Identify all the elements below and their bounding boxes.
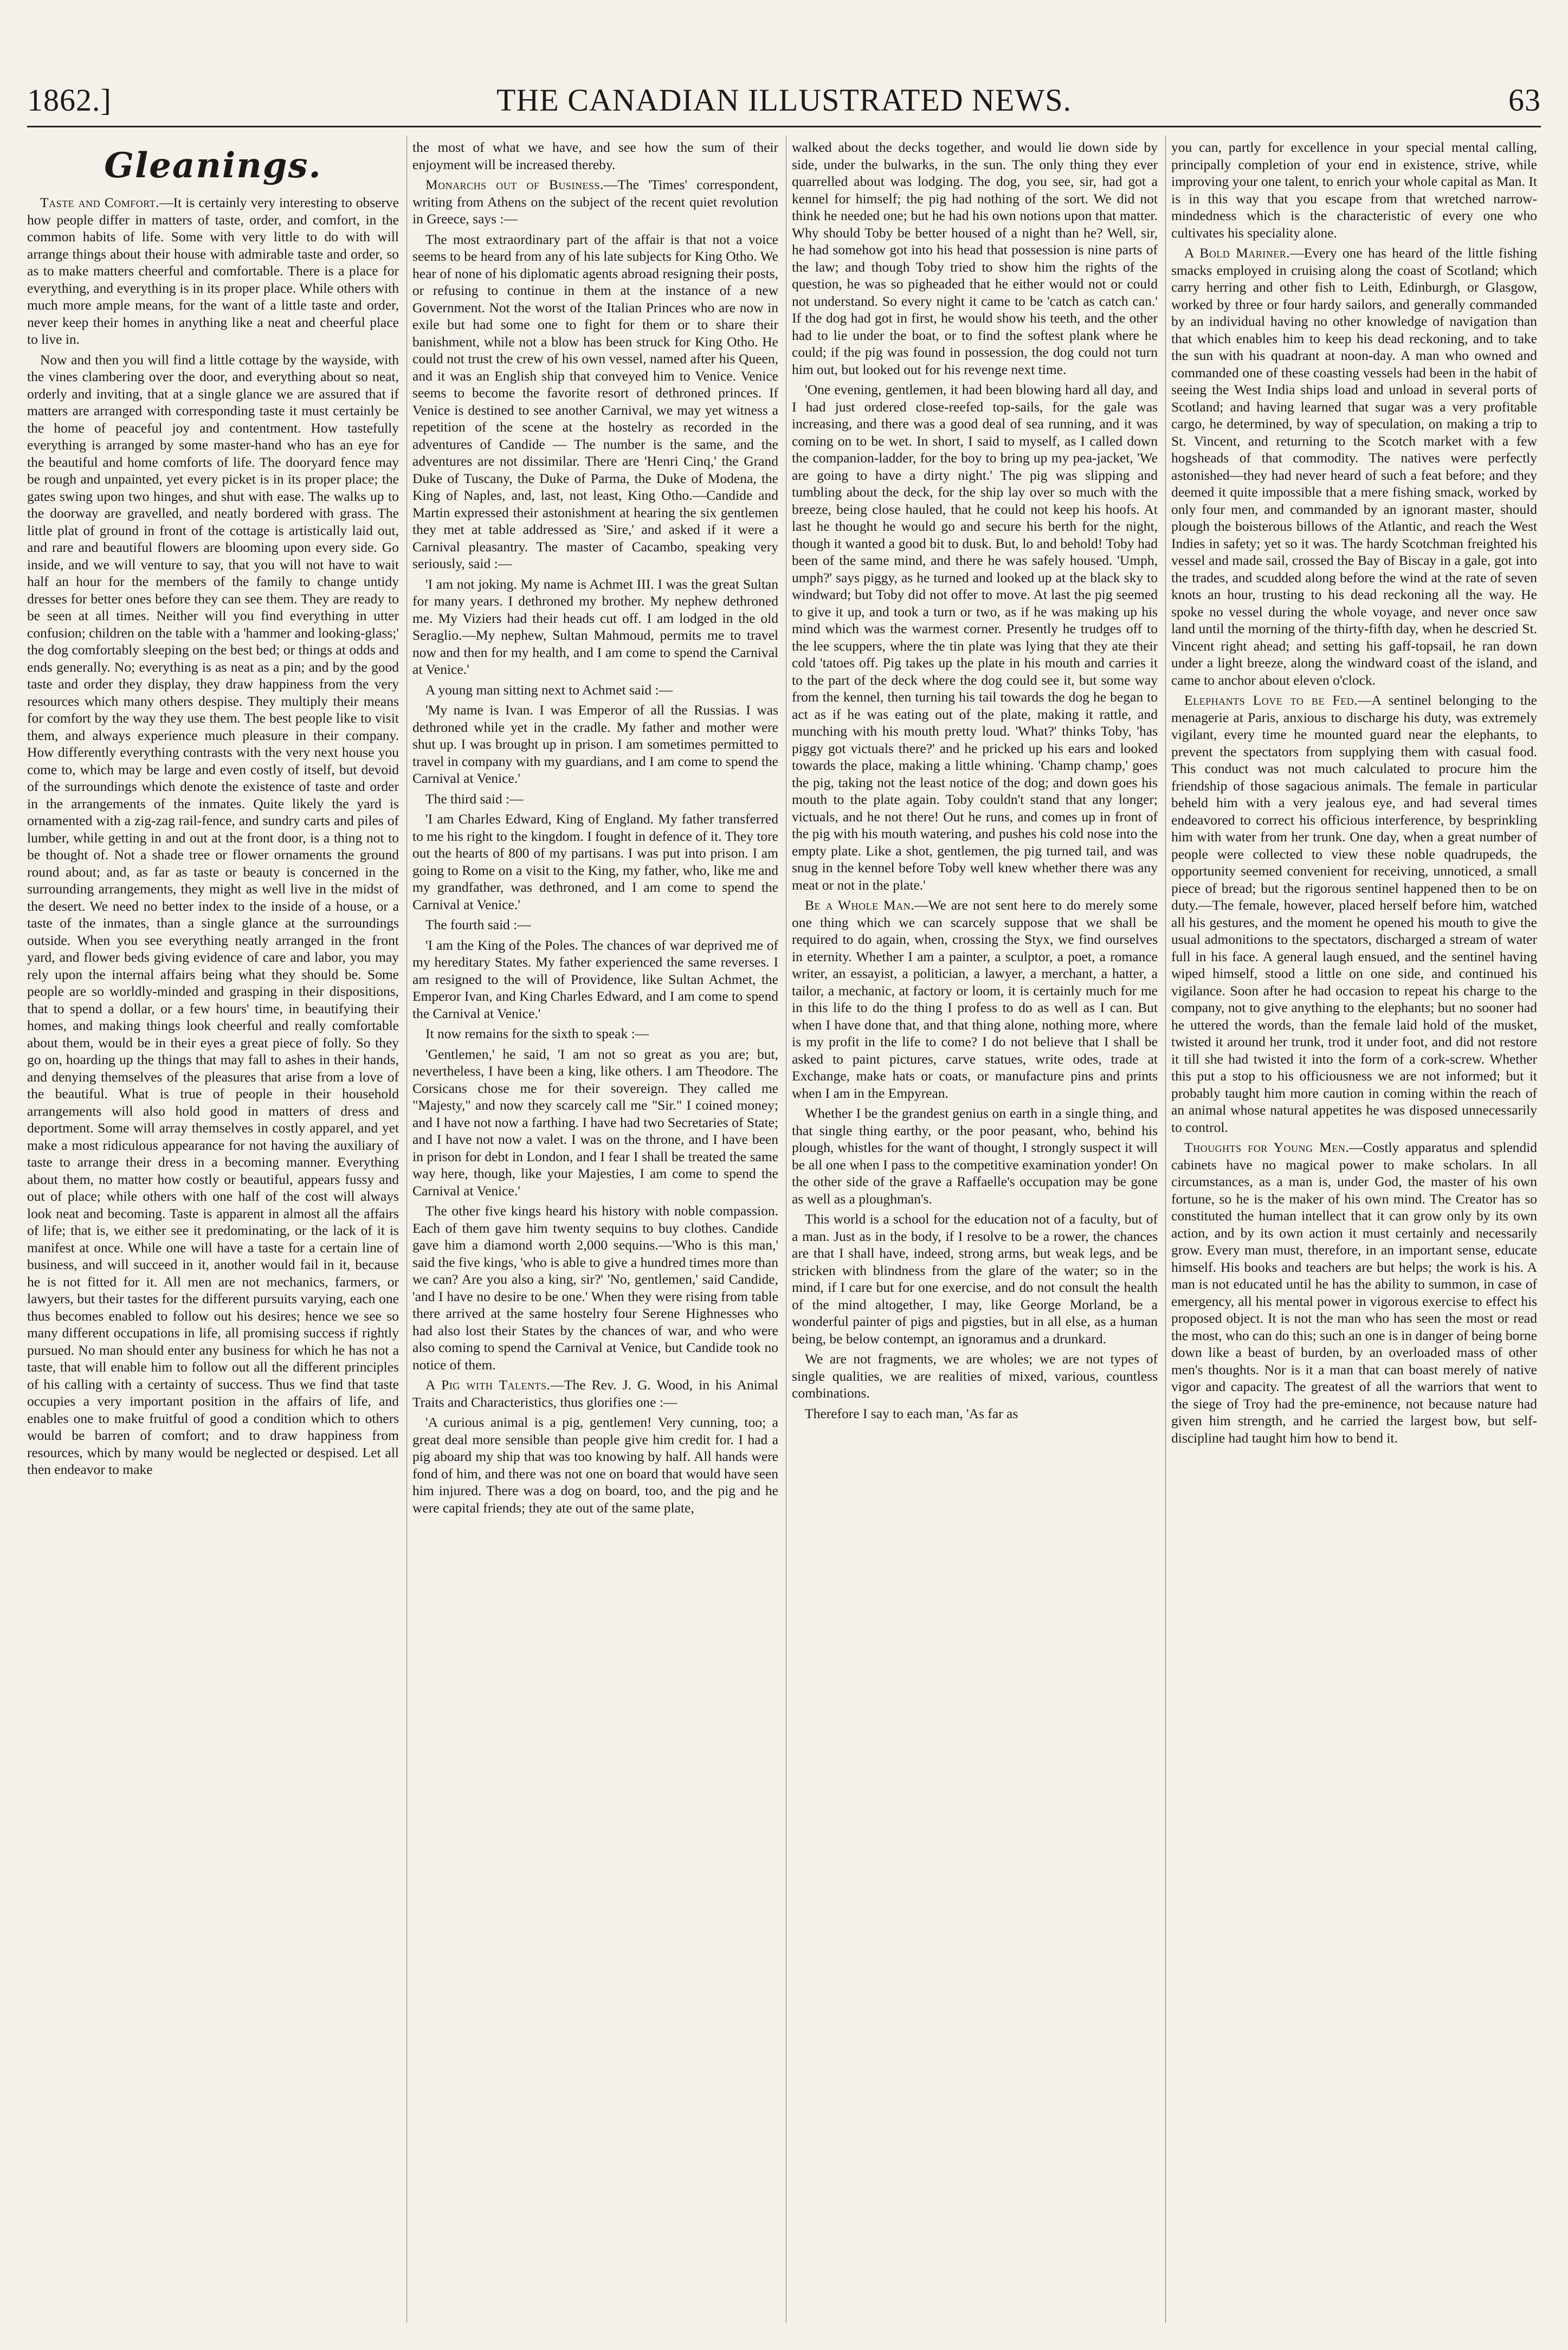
article-paragraph: [412, 576, 778, 678]
article-heading: A Bold Mariner.: [1184, 245, 1290, 261]
article-paragraph: [412, 139, 778, 173]
article-paragraph: [27, 351, 399, 1478]
header-year: 1862.]: [27, 82, 112, 118]
article-text: 'A curious animal is a pig, gentlemen! Very cunning, too; a great deal more sensible than people give him credit for. I had a pig aboard my ship that was too knowing by half. All hands were fond of him, and there was not one on board that would have seen him injured. There was a dog on board, too, and the pig and he were capital friends; they ate out of the same plate,: [412, 1414, 778, 1516]
article-paragraph: [412, 790, 778, 808]
column-1: [27, 136, 399, 2323]
article-text: A young man sitting next to Achmet said :—: [425, 681, 673, 698]
article-text: Now and then you will find a little cottage by the wayside, with the vines clambering over the door, and everything about so neat, orderly and inviting, that at a single glance we are assured that if matters are arranged with corresponding taste it must certainly be the home of peaceful joy and contentment. How tastefully everything is arranged by some master-hand who has an eye for the beautiful and home comforts of life. The dooryard fence may be rough and unpainted, yet every picket is in its proper place; the gates swing upon two hinges, and shut with ease. The walks up to the doorway are gravelled, and neatly bordered with grass. The little plat of ground in front of the cottage is artistically laid out, and rare and beautiful flowers are blooming upon every side. Go inside, and we will venture to say, that you will not have to wait half an hour for the members of the family to change untidy dresses for better ones before they can see them. They are ready to be seen at all times. Neither will you find everything in utter confusion; children on the table with a 'hammer and looking-glass;' the dog comfortably sleeping on the best bed; or things at odds and ends generally. No; everything is as neat as a pin; and by the good taste and order they display, they draw happiness from the very resources which many others despise. They multiply their means for comfort by the way they use them. The best people like to visit them, and always experience much pleasure in their company. How differently everything contrasts with the very next house you come to, which may be large and even costly of itself, but devoid of the surroundings which denote the existence of taste and order in the arrangements of the inmates. Quite likely the yard is ornamented with a zig-zag rail-fence, and sundry carts and piles of lumber, while getting in and out at the front door, is a thing not to be thought of. Not a shade tree or flower ornaments the ground round about; and, as far as taste or beauty is concerned in the surrounding arrangements, they might as well live in the midst of the desert. We need no better index to the inside of a house, or a taste of the inmates, than a single glance at the surroundings outside. When you see everything neatly arranged in the front yard, and flower beds giving evidence of care and labor, you may rely upon the internal affairs being what they should be. Some people are so worldly-minded and grasping in their dispositions, that to spend a dollar, or a few hours' time, in beautifying their homes, and making things look cheerful and really comfortable about them, would be in their eyes a great piece of folly. So they go on, hoarding up the things that may fall to ashes in their hands, and denying themselves of the pleasures that arise from a love of the beautiful. What is true of people in their household arrangements will also hold good in matters of dress and deportment. Some will array themselves in costly apparel, and yet make a most ridiculous appearance for not having the auxiliary of taste to arrange their dress in a becoming manner. Everything about them, no matter how costly or beautiful, appears fussy and out of place; while others with one half of the cost will always look neat and becoming. Taste is apparent in almost all the affairs of life; that is, we either see it predominating, or the lack of it is manifest at once. While one will have a taste for a certain line of business, and will succeed in it, another would fail in it, because he is not fitted for it. All men are not mechanics, farmers, or lawyers, but their tastes for the different pursuits varying, each one thus becomes enabled to follow out his desires; hence we see so many different occupations in life, all promising success if rightly pursued. No man should enter any business for which he has not a taste, that will enable him to follow out all the different principles of his calling with a certainty of success. Thus we find that taste occupies a very important position in the affairs of life, and enables one to make fruitful of good a condition which to others would be barren of comfort; and to draw happiness from resources, which by many would be neglected or despised. Let all then endeavor to make: [27, 351, 399, 1477]
article-text: The most extraordinary part of the affair is that not a voice seems to be heard from any of his late subjects for King Otho. We hear of none of his diplomatic agents abroad resigning their posts, or refusing to continue in them at the instance of a new Government. Not the worst of the Italian Princes who are now in exile but had some one to fight for them or to share their banishment, while not a blow has been struck for King Otho. He could not trust the crew of his own vessel, named after his Queen, and it was an English ship that conveyed him to Venice. Venice seems to become the favorite resort of dethroned princes. If Venice is destined to see another Carnival, we may yet witness a repetition of the scene at the hostelry as recorded in the adventures of Candide — The number is the same, and the adventures are not dissimilar. There are 'Henri Cinq,' the Grand Duke of Tuscany, the Duke of Parma, the Duke of Modena, the King of Naples, and, last, not least, King Otho.—Candide and Martin expressed their astonishment at hearing the six gentlemen they met at table addressed as 'Sire,' and asked if it were a Carnival pleasantry. The master of Cacambo, speaking very seriously, said :—: [412, 231, 778, 571]
article-text: —Every one has heard of the little fishing smacks employed in cruising along the coast of Scotland; which carry herring and other fish to Leith, Edinburgh, or Glasgow, worked by three or four hardy sailors, and generally commanded by an individual having no other knowledge of navigation than that which enables him to keep his dead reckoning, and to take the sun with his quadrant at noon-day. A man who owned and commanded one of these coasting vessels had been in the habit of seeing the West India ships load and unload in several ports of Scotland; and having learned that sugar was a very profitable cargo, he determined, by way of speculation, on making a trip to St. Vincent, and returning to the Scotch market with a few hogsheads of that commodity. The natives were perfectly astonished—they had never heard of such a feat before; and they deemed it quite impossible that a mere fishing smack, worked by only four men, and commanded by an ignorant master, should plough the boisterous billows of the Atlantic, and reach the West Indies in safety; yet so it was. The hardy Scotchman freighted his vessel and made sail, crossed the Bay of Biscay in a gale, got into the trades, and scudded along before the wind at the rate of seven knots an hour, trusting to his dead reckoning all the way. He spoke no vessel during the whole voyage, and never once saw land until the morning of the thirty-fifth day, when he descried St. Vincent right ahead; and setting his gaff-topsail, he ran down under a light breeze, along the windward coast of the island, and came to anchor about eleven o'clock.: [1171, 245, 1537, 688]
article-heading: Be a Whole Man.: [805, 897, 914, 913]
article-heading: Taste and Comfort.: [40, 195, 160, 210]
article-text: you can, partly for excellence in your special mental calling, principally completion of your end in existence, strive, while improving your one talent, to enrich your whole capital as Man. It is in this way that you escape from that wretched narrow-mindedness which is the characteristic of every one who cultivates his speciality alone.: [1171, 139, 1537, 241]
article-heading: Monarchs out of Business.: [425, 177, 604, 192]
article-paragraph-headed: [412, 176, 778, 228]
article-text: This world is a school for the education not of a faculty, but of a man. Just as in the body, if I resolve to be a rower, the chances are that I shall have, indeed, strong arms, but weak legs, and be stricken with blindness from the glare of the water; so in the mind, if I care but for one exercise, and do not consult the health of the mind altogether, I may, like George Morland, be a wonderful painter of pigs and pigsties, but in all else, as a human being, be below contempt, an ignoramus and a drunkard.: [792, 1211, 1158, 1347]
article-paragraph: [792, 381, 1158, 893]
article-heading: A Pig with Talents.: [425, 1377, 551, 1393]
article-paragraph: [412, 681, 778, 699]
page-header: [27, 81, 1541, 141]
article-paragraph: [792, 1405, 1158, 1422]
article-text: the most of what we have, and see how the sum of their enjoyment will be increased thereby.: [412, 139, 778, 172]
article-paragraph: [412, 1046, 778, 1200]
article-text: It now remains for the sixth to speak :—: [425, 1026, 649, 1041]
article-paragraph-headed: [412, 1376, 778, 1411]
article-text: The fourth said :—: [425, 917, 531, 932]
article-text: —A sentinel belonging to the menagerie at Paris, anxious to discharge his duty, was extremely vigilant, every time he mounted guard near the elephants, to prevent the spectators from supplying them with casual food. This conduct was not much calculated to procure him the friendship of those sagacious animals. The female in particular beheld him with a very jealous eye, and had several times endeavored to correct his officious interference, by besprinkling him with water from her trunk. One day, when a great number of people were collected to view these noble quadrupeds, the opportunity seemed convenient for receiving, unnoticed, a small piece of bread; but the rigorous sentinel happened then to be on duty.—The female, however, placed herself before him, watched all his gestures, and the moment he opened his mouth to give the usual admonitions to the spectators, discharged a stream of water full in his face. A general laugh ensued, and the sentinel having wiped himself, stood a little on one side, and continued his vigilance. Soon after he had occasion to repeat his charge to the company, not to give anything to the elephants; but no sooner had he uttered the words, than the female laid hold of the musket, twisted it around her trunk, trod it under foot, and did not restore it till she had twisted it into the form of a cork-screw. Whether this put a stop to his officiousness we are not informed; but it probably taught him more caution in coming within the reach of an animal whose natural appetites he was disposed unnecessarily to control.: [1171, 692, 1537, 1135]
column-4: [1165, 136, 1537, 2323]
column-3: [786, 136, 1158, 2323]
article-paragraph: [412, 916, 778, 933]
article-text: —The 'Times' correspondent, writing from Athens on the subject of the recent quiet revolution in Greece, says :—: [412, 177, 778, 227]
article-text: Whether I be the grandest genius on earth in a single thing, and that single thing earthy, or the poor peasant, who, behind his plough, whistles for the want of thought, I strongly suspect it will be all one when I pass to the competitive examination yonder! On the other side of the grave a Raffaelle's occupation may be gone as well as a ploughman's.: [792, 1105, 1158, 1207]
article-paragraph: [792, 1211, 1158, 1347]
article-paragraph: [1171, 139, 1537, 241]
article-text: 'My name is Ivan. I was Emperor of all the Russias. I was dethroned while yet in the cradle. My father and mother were shut up. I was brought up in prison. I am sometimes permitted to travel in company with my guardians, and I am come to spend the Carnival at Venice.': [412, 702, 778, 786]
article-paragraph: [412, 701, 778, 787]
page-number: 63: [1508, 82, 1541, 118]
article-paragraph: [412, 810, 778, 913]
article-text: The third said :—: [425, 790, 524, 807]
article-text: Therefore I say to each man, 'As far as: [805, 1405, 1018, 1421]
article-text: 'I am Charles Edward, King of England. My father transferred to me his right to the kingdom. I fought in defence of it. They tore out the hearts of 800 of my partisans. I was put into prison. I am going to Rome on a visit to the King, my father, who, like me and my grandfather, was dethroned, and I am come to spend the Carnival at Venice.': [412, 811, 778, 912]
article-paragraph: [792, 139, 1158, 378]
article-paragraph: [412, 231, 778, 572]
columns: [27, 136, 1541, 2323]
article-paragraph: [412, 1025, 778, 1042]
article-text: We are not fragments, we are wholes; we are not types of single qualities, we are realities of mixed, various, countless combinations.: [792, 1351, 1158, 1401]
article-text: The other five kings heard his history with noble compassion. Each of them gave him twenty sequins to buy clothes. Candide gave him a diamond worth 2,000 sequins.—'Who is this man,' said the five kings, 'who is able to give a hundred times more than we can? Are you also a king, sir?' 'No, gentlemen,' said Candide, 'and I have no desire to be one.' When they were rising from table there arrived at the same hostelry four Serene Highnesses who had also lost their States by the chances of war, and who were also coming to spend the Carnival at Venice, but Candide took no notice of them.: [412, 1203, 778, 1373]
article-paragraph-headed: [1171, 244, 1537, 688]
section-title: Gleanings.: [104, 145, 322, 186]
article-heading: Thoughts for Young Men.: [1184, 1139, 1350, 1155]
article-text: 'One evening, gentlemen, it had been blowing hard all day, and I had just ordered close-reefed top-sails, for the gale was increasing, and there was a good deal of sea running, and it was coming on to be wet. In short, I said to myself, as I called down the companion-ladder, for the boy to bring up my pea-jacket, 'We are going to have a dirty night.' The pig was slipping and tumbling about the deck, for the ship lay over so much with the breeze, being close hauled, that he could not keep his hoofs. At last he thought he would go and secure his berth for the night, though it wanted a good bit to dusk. But, lo and behold! Toby had been of the same mind, and there he was safely housed. 'Umph, umph?' says piggy, as he turned and looked up at the black sky to windward; but Toby did not offer to move. At last the pig seemed to give it up, and took a turn or two, as if he was making up his mind which was the warmest corner. Presently he trudges off to the lee scuppers, where the tin plate was lying that they ate their cold 'tatoes off. Pig takes up the plate in his mouth and carries it to the part of the deck where the dog could see it, but some way from the kennel, then turning his tail towards the dog he began to act as if he was eating out of the plate, making it rattle, and munching with his mouth pretty loud. 'What?' thinks Toby, 'has piggy got victuals there?' and he pricked up his ears and looked towards the place, making a little whining. 'Champ champ,' goes the pig, taking not the least notice of the dog; and down goes his mouth to the plate again. Toby couldn't stand that any longer; victuals, and he not there! Out he runs, and comes up in front of the pig with his mouth watering, and pushes his cold nose into the empty plate. Like a shot, gentlemen, the pig turned tail, and was snug in the kennel before Toby well knew whether there was any meat or not in the plate.': [792, 382, 1158, 893]
article-text: 'Gentlemen,' he said, 'I am not so great as you are; but, nevertheless, I have been a king, like others. I am Theodore. The Corsicans chose me for their sovereign. They called me "Majesty," and now they scarcely call me "Sir." I coined money; and I have not now a farthing. I have had two Secretaries of State; and I have not now a valet. I was on the throne, and I have been in prison for debt in London, and I fear I shall be treated the same way here, though, like your Majesties, I am come to spend the Carnival at Venice.': [412, 1046, 778, 1199]
article-paragraph: [412, 937, 778, 1022]
article-text: —The Rev. J. G. Wood, in his Animal Traits and Characteristics, thus glorifies one :—: [412, 1377, 778, 1410]
header-rule: [27, 126, 1541, 127]
article-paragraph-headed: [1171, 692, 1537, 1136]
article-paragraph: [412, 1202, 778, 1373]
article-paragraph-headed: [27, 194, 399, 348]
article-text: —Costly apparatus and splendid cabinets have no magical power to make scholars. In all circumstances, as a man is, under God, the master of his own fortune, so he is the maker of his own mind. The Creator has so constituted the human intellect that it can grow only by its own action, and by its own action it must certainly and necessarily grow. Every man must, therefore, in an important sense, educate himself. His books and teachers are but helps; the work is his. A man is not educated until he has the ability to summon, in case of emergency, all his mental power in vigorous exercise to effect his proposed object. It is not the man who has seen the most or read the most, who can do this; such an one is in danger of being borne down like a beast of burden, by an overloaded mass of other men's thoughts. Nor is it a man that can boast merely of native vigor and capacity. The greatest of all the warriors that went to the siege of Troy had the pre-eminence, not because nature had given him strength, and he carried the largest bow, but self-discipline had taught him how to bend it.: [1171, 1139, 1537, 1446]
article-text: —We are not sent here to do merely some one thing which we can scarcely suppose that we shall be required to do again, when, crossing the Styx, we find ourselves in eternity. Whether I am a painter, a sculptor, a poet, a romance writer, an essayist, a politician, a lawyer, a merchant, a hatter, a tailor, a mechanic, at factory or loom, it is certainly much for me in this life to do the thing I profess to do as well as I can. But when I have done that, and that thing alone, nothing more, where is my profit in the life to come? I do not believe that I shall be asked to paint pictures, carve statues, write odes, trade at Exchange, make hats or coats, or manufacture pins and prints when I am in the Empyrean.: [792, 897, 1158, 1101]
article-paragraph: [792, 1350, 1158, 1402]
article-paragraph: [792, 1105, 1158, 1207]
article-text: walked about the decks together, and would lie down side by side, under the bulwarks, in the sun. The only thing they ever quarrelled about was lodging. The dog, you see, sir, had got a kennel for himself; the pig had nothing of the sort. We did not think he needed one; but he had his own notions upon that matter. Why should Toby be better housed of a night than he? Well, sir, he had somehow got into his head that possession is nine parts of the law; and though Toby tried to show him the rights of the question, he was so pigheaded that he either would not or could not understand. So every night it came to be 'catch as catch can.' If the dog had got in first, he would show his teeth, and the other had to lie under the boat, or to find the softest plank where he could; if the pig was found in possession, the dog could not turn him out, but looked out for his revenge next time.: [792, 139, 1158, 377]
article-paragraph-headed: [792, 897, 1158, 1102]
article-text: 'I am the King of the Poles. The chances of war deprived me of my hereditary States. My father experienced the same reverses. I am resigned to the will of Providence, like Sultan Achmet, the Emperor Ivan, and King Charles Edward, and I am come to spend the Carnival at Venice.': [412, 937, 778, 1021]
article-paragraph: [412, 1414, 778, 1516]
column-2: [406, 136, 778, 2323]
article-heading: Elephants Love to be Fed.: [1184, 692, 1358, 708]
article-paragraph-headed: [1171, 1139, 1537, 1446]
article-text: —It is certainly very interesting to observe how people differ in matters of taste, order, and comfort, in the common habits of life. Some with very little to do with will arrange things about their house with admirable taste and order, so as to make matters cheerful and comfortable. There is a place for everything, and everything is in its proper place. While others with much more ample means, for the want of a little taste and order, never keep their homes in anything like a neat and cheerful place to live in.: [27, 195, 399, 347]
article-text: 'I am not joking. My name is Achmet III. I was the great Sultan for many years. I dethroned my brother. My nephew dethroned me. My Viziers had their heads cut off. I am lodged in the old Seraglio.—My nephew, Sultan Mahmoud, permits me to travel now and then for my health, and I am come to spend the Carnival at Venice.': [412, 576, 778, 677]
newspaper-title: THE CANADIAN ILLUSTRATED NEWS.: [496, 82, 1072, 118]
